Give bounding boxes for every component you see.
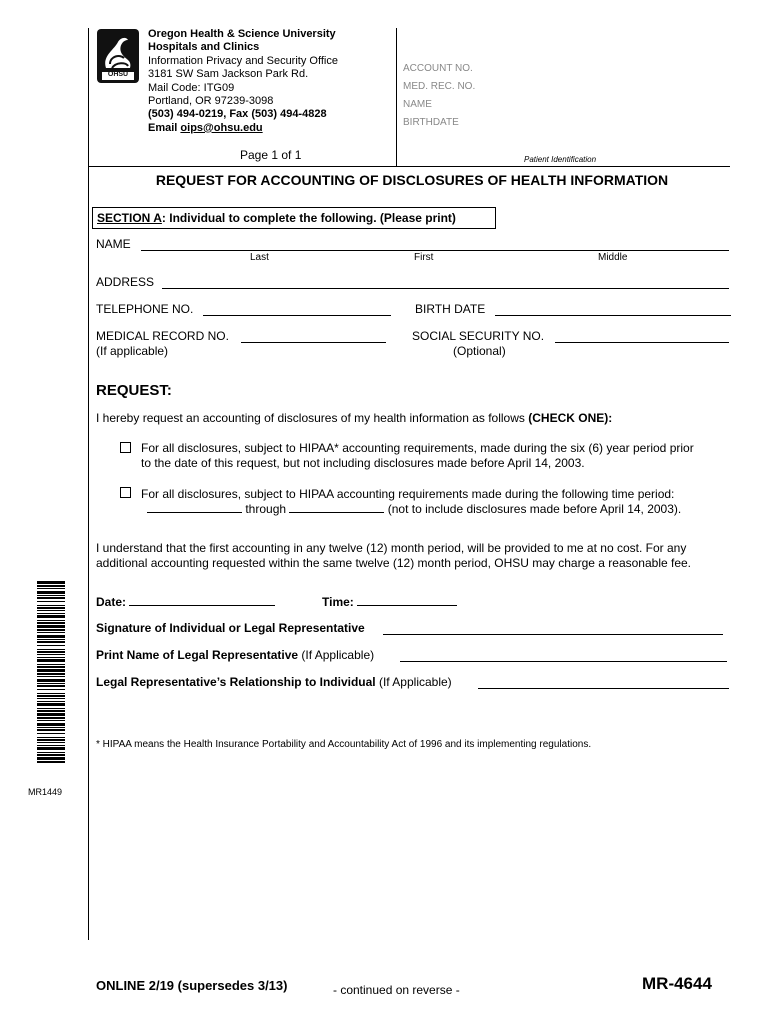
org-name: Oregon Health & Science University <box>148 28 336 40</box>
address-field-label: ADDRESS <box>96 275 155 289</box>
patient-id-caption: Patient Identification <box>524 155 597 164</box>
mrn-if-applicable: (If applicable) <box>96 344 169 358</box>
med-rec-no-label: MED. REC. NO. <box>403 81 476 92</box>
telephone-input-line[interactable] <box>203 315 391 316</box>
barcode-bar <box>37 717 65 719</box>
signature-label: Signature of Individual or Legal Representative <box>96 621 365 635</box>
barcode-bar <box>37 649 65 650</box>
period-end-input[interactable] <box>289 512 384 513</box>
birth-date-field-label: BIRTH DATE <box>415 302 486 316</box>
barcode-bar <box>37 737 65 738</box>
barcode-bar <box>37 622 65 624</box>
cost-notice-line1: I understand that the first accounting in any twelve (12) month period, will be provided to me at no cost. For any <box>96 541 687 555</box>
barcode-bar <box>37 629 65 631</box>
continued-on-reverse: - continued on reverse - <box>333 983 460 997</box>
barcode-bar <box>37 695 65 697</box>
page-number: Page 1 of 1 <box>240 148 302 162</box>
option2-line1: For all disclosures, subject to HIPAA accounting requirements made during the following time period: <box>141 487 675 501</box>
barcode-bar <box>37 752 65 753</box>
side-form-code: MR1449 <box>28 787 63 797</box>
header-bottom-rule <box>88 166 730 167</box>
account-no-label: ACCOUNT NO. <box>403 63 473 74</box>
barcode-bar <box>37 581 65 584</box>
barcode-bar <box>37 745 65 746</box>
barcode-bar <box>37 595 65 596</box>
relationship-field <box>96 675 452 689</box>
barcode-bar <box>37 666 65 668</box>
barcode-bar <box>37 639 65 640</box>
barcode-bar <box>37 720 65 721</box>
barcode-bar <box>37 664 65 665</box>
barcode-bar <box>37 585 65 587</box>
section-a-label: SECTION A <box>97 211 162 225</box>
hipaa-footnote: * HIPAA means the Health Insurance Portability and Accountability Act of 1996 and its implementing regulations. <box>96 739 592 750</box>
barcode-bar <box>37 615 65 618</box>
barcode-bar <box>37 635 65 638</box>
address-input-line[interactable] <box>162 288 729 289</box>
barcode-bar <box>37 683 65 684</box>
option1-line1: For all disclosures, subject to HIPAA* accounting requirements, made during the six (6) year period prior <box>141 441 694 455</box>
barcode-bar <box>37 588 65 589</box>
logo-text: OHSU <box>107 71 129 78</box>
barcode-bar <box>37 651 65 653</box>
org-subname: Hospitals and Clinics <box>148 41 260 54</box>
email-line <box>148 122 338 135</box>
first-caption: First <box>414 252 434 263</box>
name-input-line[interactable] <box>141 250 729 251</box>
header-divider <box>396 28 397 166</box>
option2-text <box>141 487 681 517</box>
name-label: NAME <box>403 99 432 110</box>
online-revision: ONLINE 2/19 (supersedes 3/13) <box>96 978 288 993</box>
print-name-input-line[interactable] <box>400 661 727 662</box>
option2-tail: (not to include disclosures made before April 14, 2003). <box>387 502 682 516</box>
section-a-text: : Individual to complete the following. (Please print) <box>161 211 456 225</box>
barcode-bar <box>37 625 65 628</box>
barcode-bar <box>37 761 65 763</box>
barcode-bar <box>37 708 65 709</box>
barcode-bar <box>37 610 65 611</box>
left-margin-rule <box>88 28 89 940</box>
barcode-bar <box>37 591 65 594</box>
barcode-bar <box>37 597 65 599</box>
date-field <box>96 595 275 609</box>
barcode-bar <box>37 747 65 750</box>
city-state-zip: Portland, OR 97239-3098 <box>148 95 274 108</box>
relationship-input-line[interactable] <box>478 688 729 689</box>
barcode-bar <box>37 659 65 662</box>
barcode-bar <box>37 669 65 672</box>
cost-notice <box>96 541 691 571</box>
ssn-optional: (Optional) <box>453 344 506 358</box>
signature-input-line[interactable] <box>383 634 723 635</box>
barcode-bar <box>37 727 65 728</box>
email-link[interactable]: oips@ohsu.edu <box>180 121 263 134</box>
barcode-bar <box>37 689 65 690</box>
barcode-bar <box>37 676 65 677</box>
telephone-field-label: TELEPHONE NO. <box>96 302 194 316</box>
request-heading: REQUEST: <box>96 382 172 399</box>
barcode-bar <box>37 710 65 712</box>
street-address: 3181 SW Sam Jackson Park Rd. <box>148 68 309 81</box>
barcode-bar <box>37 729 65 731</box>
cost-notice-line2: additional accounting requested within the same twelve (12) month period, OHSU may charge a reasonable fee. <box>96 556 692 570</box>
barcode-bar <box>37 645 65 646</box>
section-a-box <box>92 207 496 229</box>
barcode-bar <box>37 757 65 760</box>
barcode-bar <box>37 632 65 633</box>
ohsu-logo <box>96 28 140 84</box>
option1-line2: to the date of this request, but not including disclosures made before April 14, 2003. <box>141 456 585 470</box>
barcode-bar <box>37 605 65 606</box>
barcode-bar <box>37 654 65 655</box>
ssn-field-label: SOCIAL SECURITY NO. <box>412 329 545 343</box>
barcode-bar <box>37 701 65 702</box>
barcode-bar <box>37 620 65 621</box>
print-name-label: Print Name of Legal Representative <box>96 648 299 662</box>
barcode-bar <box>37 607 65 609</box>
ssn-input-line[interactable] <box>555 342 729 343</box>
barcode-bar <box>37 679 65 682</box>
barcode-bar <box>37 685 65 687</box>
barcode-bar <box>37 693 65 694</box>
request-intro-text: I hereby request an accounting of disclosures of my health information as follows <box>96 411 525 425</box>
barcode-bar <box>37 613 65 614</box>
option1-checkbox[interactable] <box>120 442 131 453</box>
birth-date-input-line[interactable] <box>495 315 731 316</box>
barcode-bar <box>37 698 65 699</box>
barcode-bar <box>37 703 65 706</box>
request-intro <box>96 411 612 425</box>
option2-checkbox[interactable] <box>120 487 131 498</box>
barcode-bar <box>37 742 65 743</box>
barcode-bar <box>37 641 65 643</box>
mrn-input-line[interactable] <box>241 342 386 343</box>
barcode-bar <box>37 657 65 658</box>
barcode-bar <box>37 739 65 741</box>
option2-line2 <box>147 502 681 517</box>
phone-fax: (503) 494-0219, Fax (503) 494-4828 <box>148 108 327 121</box>
barcode-bar <box>37 723 65 726</box>
print-name-suffix: (If Applicable) <box>301 648 375 662</box>
name-field-label: NAME <box>96 237 131 251</box>
barcode-bar <box>37 733 65 734</box>
date-label: Date: <box>96 595 127 609</box>
through-label: through <box>245 502 287 516</box>
middle-caption: Middle <box>598 252 628 263</box>
birthdate-label: BIRTHDATE <box>403 117 459 128</box>
mrn-field-label: MEDICAL RECORD NO. <box>96 329 229 343</box>
relationship-label: Legal Representative’s Relationship to Individual <box>96 675 376 689</box>
barcode-bar <box>37 673 65 675</box>
period-start-input[interactable] <box>147 512 242 513</box>
time-input-line[interactable] <box>357 605 457 606</box>
form-title: REQUEST FOR ACCOUNTING OF DISCLOSURES OF HEALTH INFORMATION <box>155 172 669 188</box>
time-field <box>322 595 457 609</box>
barcode <box>37 581 65 764</box>
barcode-bar <box>37 601 65 602</box>
barcode-bar <box>37 713 65 716</box>
header-address-block <box>148 28 338 135</box>
dept-name: Information Privacy and Security Office <box>148 54 338 67</box>
email-label: Email <box>148 121 178 134</box>
print-name-field <box>96 648 374 662</box>
form-number: MR-4644 <box>642 974 712 993</box>
option1-text <box>141 441 694 471</box>
relationship-suffix: (If Applicable) <box>378 675 452 689</box>
time-label: Time: <box>322 595 354 609</box>
mail-code: Mail Code: ITG09 <box>148 81 235 94</box>
patient-id-fields <box>403 60 475 132</box>
date-input-line[interactable] <box>129 605 275 606</box>
last-caption: Last <box>250 252 269 263</box>
barcode-bar <box>37 754 65 756</box>
check-one: (CHECK ONE): <box>528 411 613 425</box>
